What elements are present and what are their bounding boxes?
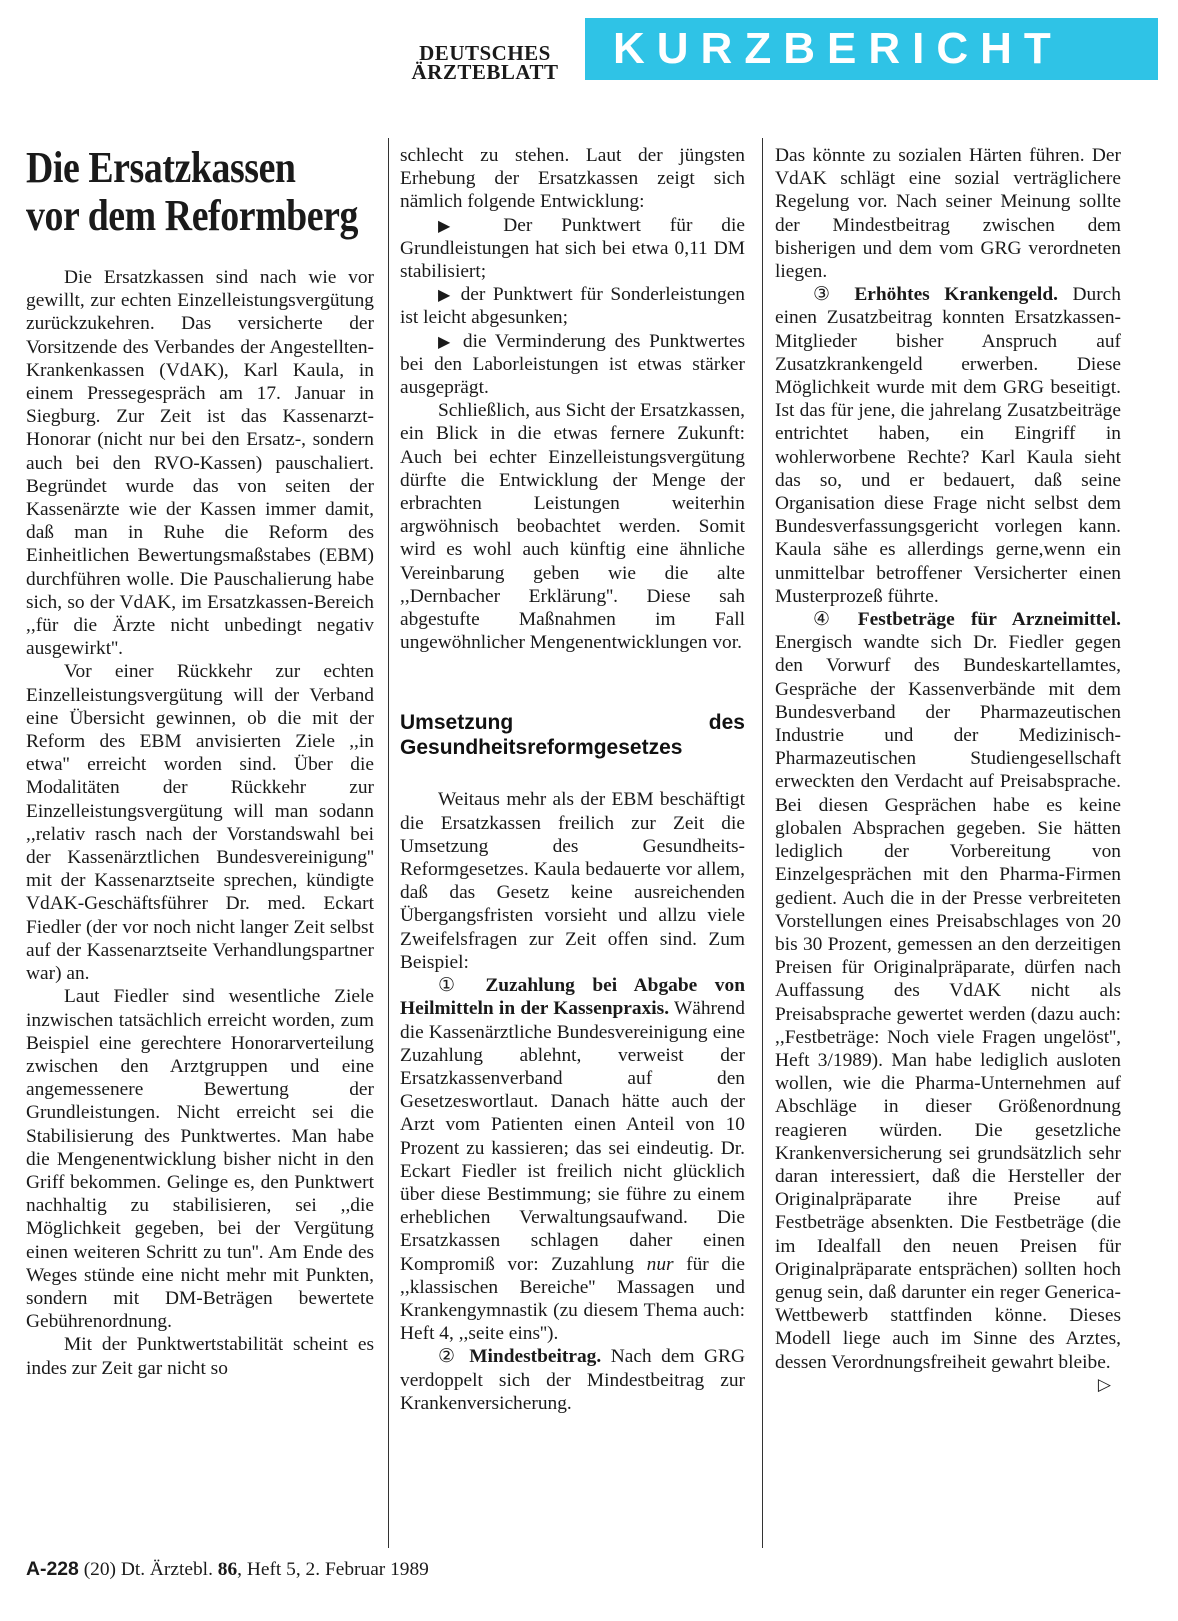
paragraph: Mit der Punktwertstabilität scheint es indes zur Zeit gar nicht so <box>26 1334 374 1379</box>
page-footer <box>26 1558 429 1581</box>
bullet-text: Der Punktwert für die Grundleistungen hat sich bei etwa 0,11 DM stabilisiert; <box>400 214 745 283</box>
paragraph: schlecht zu stehen. Laut der jüngsten Erhebung der Ersatzkassen zeigt sich nämlich folgende Entwicklung: <box>400 145 745 213</box>
page-number: A-228 <box>26 1558 79 1580</box>
item-lead: Zuzahlung bei Abgabe von Heilmitteln in der Kassenpraxis. <box>400 975 745 1020</box>
bullet-text: die Verminderung des Punktwertes bei den Laborleistungen ist etwas stärker ausgeprägt. <box>400 330 745 399</box>
title-line-2: vor dem Reformberg <box>26 191 359 240</box>
bullet-triangle-icon: ▶ <box>438 285 454 305</box>
item-emphasis: nur <box>646 1253 674 1275</box>
numbered-item-2 <box>400 1345 745 1415</box>
item-text: Während die Kassenärztliche Bundesvereinigung eine Zuzahlung ablehnt, verweist der Ersatzkassenverband auf den Gesetzeswortlaut. Danach hätte auch der Arzt vom Patienten einen Anteil von 10 Prozent zu kassieren; das sei eindeutig. Dr. Eckart Fiedler ist freilich nicht glücklich über diese Bestimmung; sie führe zu einem erheblichen Verwaltungsaufwand. Die Ersatzkassen schlagen daher einen Kompromiß vor: Zuzahlung <box>400 998 745 1275</box>
paragraph: Die Ersatzkassen sind nach wie vor gewillt, zur echten Einzelleistungsvergütung zurückzukehren. Das versicherte der Vorsitzende des Verbandes der Angestellten-Krankenkassen (VdAK), Karl Kaula, in einem Pressegespräch am 17. Januar in Siegburg. Zur Zeit ist das Kassenarzt-Honorar (nicht nur bei den Ersatz-, sondern auch bei den RVO-Kassen) pauschaliert. Begründet wurde das von seiten der Kassenärzte wie der Kassen immer damit, daß man in Ruhe die Reform des Einheitlichen Bewertungsmaßstabes (EBM) durchführen wolle. Die Pauschalierung habe sich, so der VdAK, im Ersatzkassen-Bereich ,,für die Ärzte nicht unbedingt negativ ausgewirkt''. <box>26 267 374 660</box>
volume-number: 86 <box>217 1559 238 1580</box>
continue-arrow-icon: ▷ <box>1097 1374 1111 1395</box>
bullet-item <box>400 330 745 400</box>
column-3 <box>775 144 1121 1397</box>
circled-three-icon: ③ <box>813 283 840 306</box>
paragraph: Schließlich, aus Sicht der Ersatzkassen, ein Blick in die etwas fernere Zukunft: Auch bei echter Einzelleistungsvergütung dürfte die Entwicklung der Menge der erbrachten Leistungen weiterhin argwöhnisch beobachtet werden. Somit wird es wohl auch künftig eine ähnliche Vereinbarung geben wie die alte ,,Dernbacher Erklärung''. Diese sah abgestufte Maßnahmen im Fall ungewöhnlicher Mengenentwicklungen vor. <box>400 400 745 654</box>
bullet-triangle-icon: ▶ <box>438 215 475 235</box>
bullet-triangle-icon: ▶ <box>438 331 455 351</box>
masthead-line2: ÄRZTEBLATT <box>411 60 559 84</box>
column-1 <box>26 144 374 1380</box>
section-subheading: Umsetzung des Gesundheitsreformgesetzes <box>400 711 745 760</box>
column-2 <box>400 144 745 1415</box>
masthead <box>400 41 570 84</box>
item-text: Nach dem GRG verdoppelt sich der Mindestbeitrag zur Krankenversicherung. <box>400 1346 745 1414</box>
bullet-item <box>400 214 745 284</box>
numbered-item-4 <box>775 608 1121 1395</box>
circled-one-icon: ① <box>438 974 468 997</box>
circled-four-icon: ④ <box>813 608 842 631</box>
bullet-text: der Punktwert für Sonderleistungen ist leicht abgesunken; <box>400 284 745 329</box>
column-rule-2 <box>762 138 763 1548</box>
paragraph: Laut Fiedler sind wesentliche Ziele inzwischen tatsächlich erreicht worden, zum Beispiel eine gerechtere Honorarverteilung zwischen den Arztgruppen und eine angemessenere Bewertung der Grundleistungen. Nicht erreicht sei die Stabilisierung des Punktwertes. Man habe die Mengenentwicklung bisher nicht in den Griff bekommen. Gelinge es, den Punktwert nachhaltig zu stabilisieren, sei ,,die Möglichkeit gegeben, bei der Vergütung einen weiteren Schritt zu tun''. Am Ende des Weges stünde eine nicht mehr mit Punkten, sondern mit DM-Beträgen bewertete Gebührenordnung. <box>26 986 374 1333</box>
item-text: für die ,,klassischen Bereiche'' Massagen und Krankengymnastik (zu diesem Thema auch: Heft 4, ,,seite eins''). <box>400 1253 745 1345</box>
paragraph: Weitaus mehr als der EBM beschäftigt die Ersatzkassen freilich zur Zeit die Umsetzung des Gesundheits-Reformgesetzes. Kaula bedauerte vor allem, daß das Gesetz keine ausreichenden Übergangsfristen vorsieht und allzu viele Zweifelsfragen zur Zeit offen sind. Zum Beispiel: <box>400 789 745 973</box>
item-lead: Erhöhtes Krankengeld. <box>854 284 1058 306</box>
rubric-banner: KURZBERICHT <box>585 18 1158 80</box>
item-lead: Festbeträge für Arzneimittel. <box>857 609 1121 631</box>
circled-two-icon: ② <box>438 1345 460 1368</box>
article-title <box>26 144 387 240</box>
title-line-1: Die Ersatzkassen <box>26 143 296 192</box>
paragraph: Das könnte zu sozialen Härten führen. Der VdAK schlägt eine sozial verträglichere Regelung vor. Nach seiner Meinung sollte der Mindestbeitrag zwischen dem bisherigen und dem vom GRG verordneten liegen. <box>775 145 1121 283</box>
citation-suffix: , Heft 5, 2. Februar 1989 <box>237 1559 429 1580</box>
item-text: Durch einen Zusatzbeitrag konnten Ersatzkassen-Mitglieder bisher Anspruch auf Zusatzkrankengeld erwerben. Diese Möglichkeit wurde mit dem GRG beseitigt. Ist das für jene, die jahrelang Zusatzbeiträge entrichtet haben, ein Eingriff in wohlerworbene Rechte? Karl Kaula sieht das so, und er bedauert, daß seine Organisation diese Frage nicht selbst dem Bundesverfassungsgericht vorlegen kann. Kaula sähe es allerdings gerne,wenn ein unmittelbar betroffener Versicherter einen Musterprozeß führte. <box>775 284 1121 607</box>
item-lead: Mindestbeitrag. <box>469 1346 602 1368</box>
masthead-line1: DEUTSCHES <box>419 41 551 65</box>
numbered-item-1 <box>400 974 745 1345</box>
column-rule-1 <box>388 138 389 1548</box>
item-text: Energisch wandte sich Dr. Fiedler gegen den Vorwurf des Bundeskartellamtes, Gespräche der Kassenverbände mit dem Bundesverband der Pharmazeutischen Industrie und der Medizinisch-Pharmazeutischen Studiengesellschaft erweckten den Verdacht auf Preisabsprache. Bei diesen Gesprächen habe es keine globalen Absprachen gegeben. Sie hätten lediglich der Vorbereitung von Einzelgesprächen mit den Pharma-Firmen gedient. Auch die in der Presse verbreiteten Vorstellungen eines Preisabschlages von 20 bis 30 Prozent, gemessen an den derzeitigen Preisen für Originalpräparate, dürfen nach Auffassung des VdAK nicht als Preisabsprache gewertet werden (dazu auch: ,,Festbeträge: Noch viele Fragen ungelöst'', Heft 3/1989). Man habe lediglich ausloten wollen, wie die Pharma-Unternehmen auf Abschläge in dieser Größenordnung reagieren würden. Die gesetzliche Krankenversicherung sei grundsätzlich sehr daran interessiert, daß die Hersteller der Originalpräparate ihre Preise auf Festbeträge absenkten. Die Festbeträge (die im Idealfall den neuen Preisen für Originalpräparate entsprächen) sollten hoch genug sein, daß darunter ein reger Generica-Wettbewerb stattfinden könne. Dieses Modell liege auch im Sinne des Arztes, dessen Verordnungsfreiheit gewahrt bleibe. <box>775 632 1121 1373</box>
bullet-item <box>400 283 745 329</box>
numbered-item-3 <box>775 283 1121 608</box>
paragraph: Vor einer Rückkehr zur echten Einzelleistungsvergütung will der Verband eine Übersicht gewinnen, ob die mit der Reform des EBM anvisierten Ziele ,,in etwa'' erreicht worden sind. Über die Modalitäten der Rückkehr zur Einzelleistungsvergütung will man sodann ,,relativ rasch nach der Vorstandswahl bei der Kassenärztlichen Bundesvereinigung'' mit der Kassenarztseite sprechen, kündigte VdAK-Geschäftsführer Dr. med. Eckart Fiedler (der vor noch nicht langer Zeit selbst auf der Kassenarztseite Verhandlungspartner war) an. <box>26 661 374 985</box>
citation-prefix: (20) Dt. Ärztebl. <box>83 1559 213 1580</box>
